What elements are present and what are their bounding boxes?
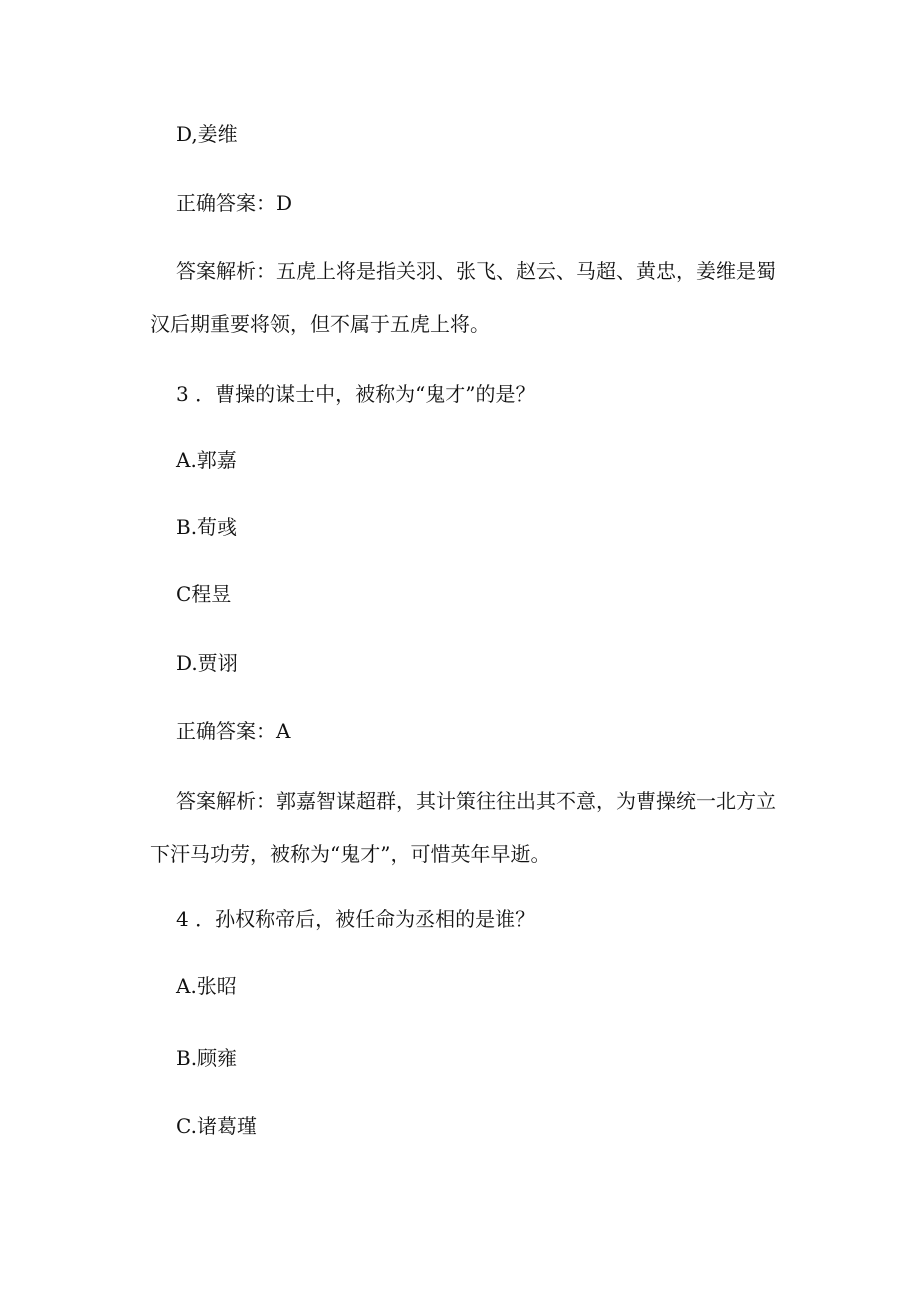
- option-d-jiang-wei: D,姜维: [176, 122, 238, 146]
- option-b-q4: B.顾雍: [176, 1046, 238, 1070]
- explanation-q2-line2: 汉后期重要将领，但不属于五虎上将。: [150, 312, 490, 336]
- option-c-q4: C.诸葛瑾: [176, 1114, 257, 1138]
- option-a-q3: A.郭嘉: [176, 448, 237, 472]
- explanation-q3-line2: 下汗马功劳，被称为“鬼才”，可惜英年早逝。: [150, 842, 551, 866]
- option-a-q4: A.张昭: [176, 974, 237, 998]
- option-c-q3: C程昱: [176, 582, 232, 606]
- answer-line-q3: 正确答案：A: [176, 719, 291, 743]
- explanation-q2-line1: 答案解析：五虎上将是指关羽、张飞、赵云、马超、黄忠，姜维是蜀: [176, 259, 776, 283]
- explanation-q3-line1: 答案解析：郭嘉智谋超群，其计策往往出其不意，为曹操统一北方立: [176, 789, 776, 813]
- option-d-q3: D.贾诩: [176, 651, 238, 675]
- option-b-q3: B.荀彧: [176, 515, 238, 539]
- question-4: 4 ．孙权称帝后，被任命为丞相的是谁？: [176, 907, 536, 931]
- answer-line-q2: 正确答案：D: [176, 191, 293, 215]
- question-3: 3 ．曹操的谋士中，被称为“鬼才”的是？: [176, 382, 536, 406]
